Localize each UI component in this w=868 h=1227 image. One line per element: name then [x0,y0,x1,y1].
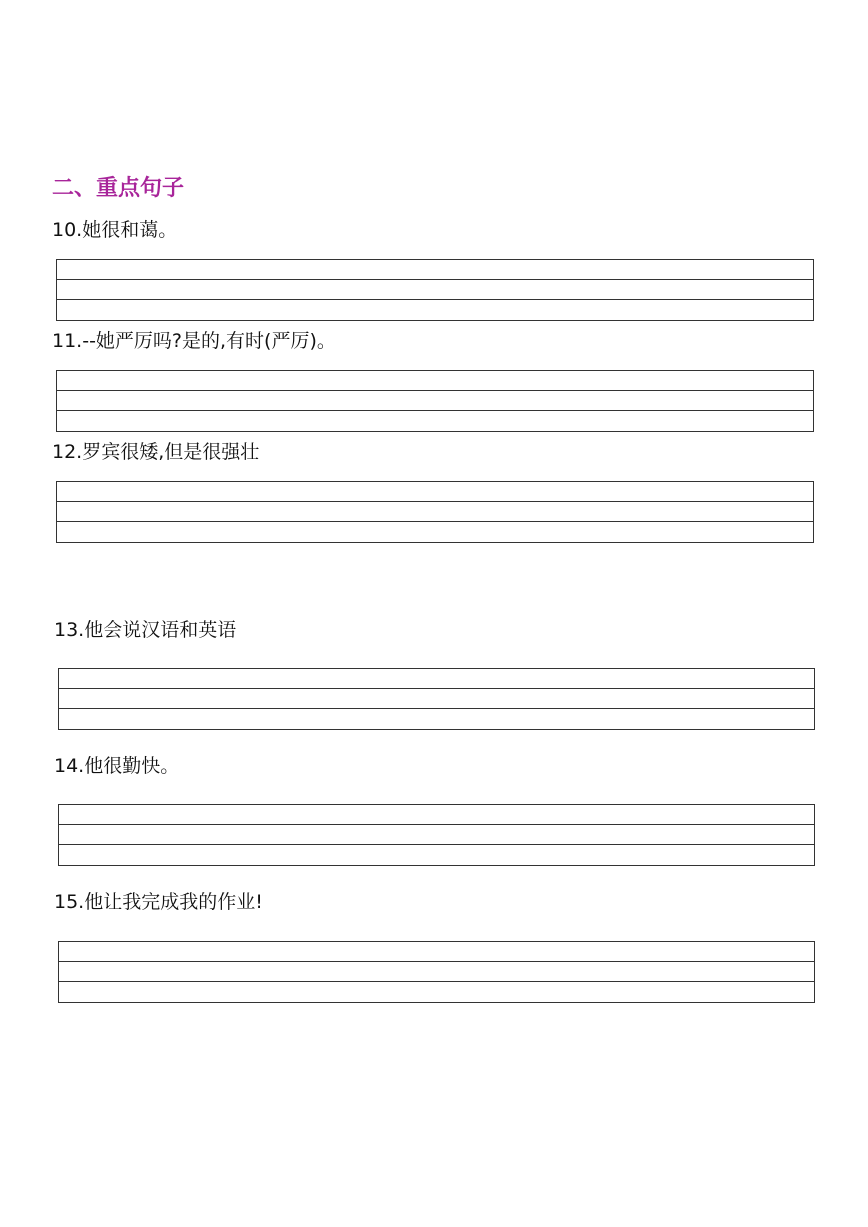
question-number: 12. [52,441,83,463]
answer-line[interactable] [57,411,813,431]
question-text: 他很勤快。 [84,755,180,777]
question-number: 10. [52,219,83,241]
question-number: 15. [54,891,85,913]
answer-line[interactable] [59,942,814,962]
answer-box-14[interactable] [58,804,815,866]
question-text: 罗宾很矮,但是很强壮 [82,441,260,463]
answer-line[interactable] [59,669,814,689]
question-text: --她严厉吗?是的,有时(严厉)。 [82,330,336,352]
answer-line[interactable] [57,260,813,280]
question-10 [52,217,177,243]
answer-line[interactable] [57,482,813,502]
question-number: 14. [54,755,85,777]
question-15 [54,889,263,915]
answer-line[interactable] [57,371,813,391]
question-12 [52,439,259,465]
answer-line[interactable] [59,805,814,825]
question-number: 11. [52,330,83,352]
answer-line[interactable] [57,502,813,522]
section-title: 二、重点句子 [52,176,185,201]
question-text: 他会说汉语和英语 [84,619,237,641]
answer-line[interactable] [57,280,813,300]
answer-box-13[interactable] [58,668,815,730]
question-13 [54,617,236,643]
answer-box-10[interactable] [56,259,814,321]
answer-line[interactable] [59,709,814,729]
answer-line[interactable] [59,962,814,982]
answer-line[interactable] [59,689,814,709]
question-text: 她很和蔼。 [82,219,178,241]
answer-line[interactable] [59,845,814,865]
question-11 [52,328,336,354]
answer-box-15[interactable] [58,941,815,1003]
answer-box-11[interactable] [56,370,814,432]
answer-line[interactable] [59,982,814,1002]
question-14 [54,753,179,779]
answer-line[interactable] [57,391,813,411]
answer-box-12[interactable] [56,481,814,543]
question-text: 他让我完成我的作业! [84,891,263,913]
answer-line[interactable] [59,825,814,845]
answer-line[interactable] [57,522,813,542]
question-number: 13. [54,619,85,641]
answer-line[interactable] [57,300,813,320]
